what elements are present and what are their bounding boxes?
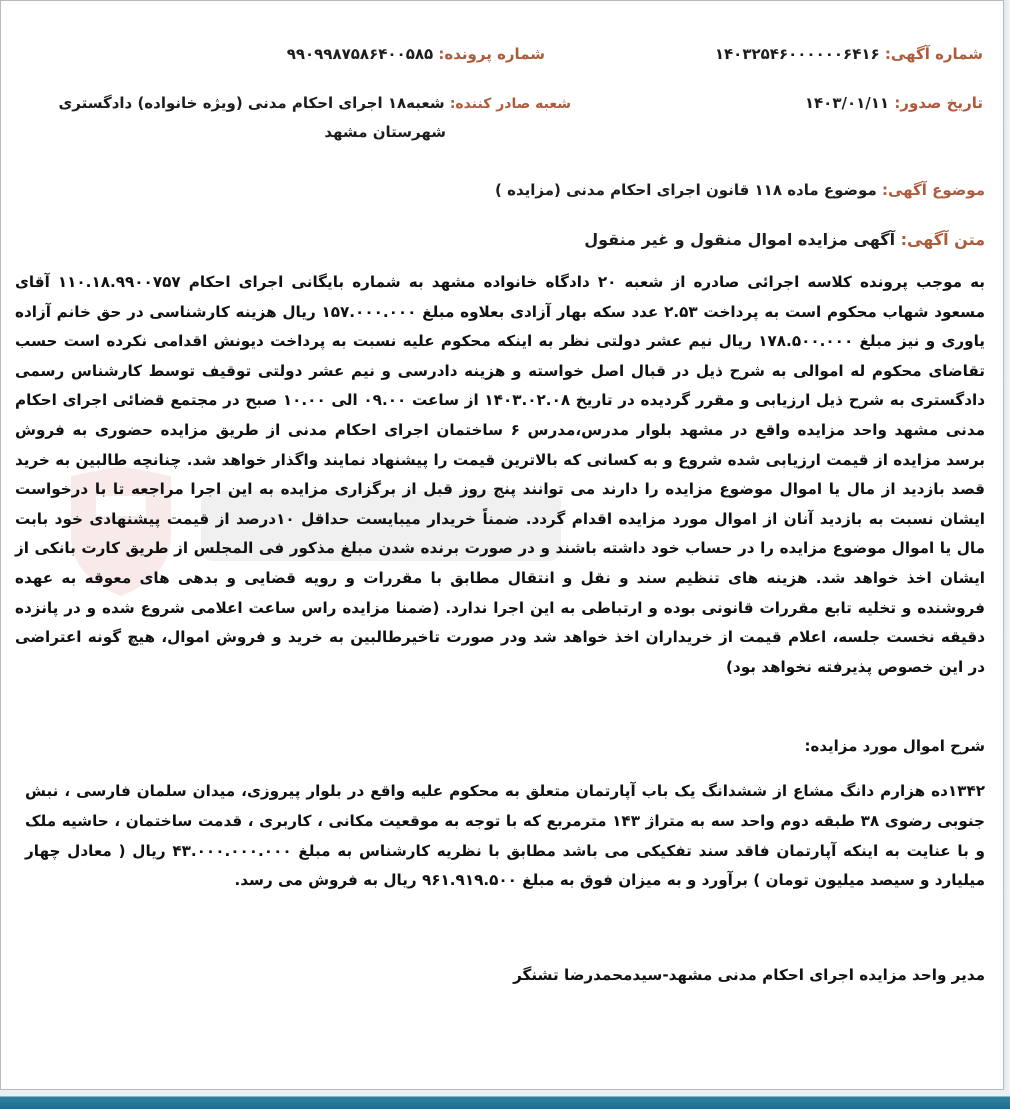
issuer-label: شعبه صادر کننده: xyxy=(449,96,571,112)
ad-number-label: شماره آگهی: xyxy=(884,45,983,63)
issuer-line2: شهرستان مشهد xyxy=(324,123,446,141)
issue-date-value: ۱۴۰۳/۰۱/۱۱ xyxy=(804,94,890,112)
signature-line: مدیر واحد مزایده اجرای احکام مدنی مشهد-سیدمحمدرضا تشنگر xyxy=(513,966,985,984)
subject-value: موضوع ماده ۱۱۸ قانون اجرای احکام مدنی (مزایده ) xyxy=(495,181,877,199)
issue-date-label: تاریخ صدور: xyxy=(894,94,983,112)
case-number-field xyxy=(287,45,545,63)
bottom-bar xyxy=(0,1090,1010,1109)
issuer-line1: شعبه۱۸ اجرای احکام مدنی (ویژه خانواده) دادگستری xyxy=(58,94,445,112)
issuer-line2-wrap xyxy=(324,123,446,141)
case-number-value: ۹۹۰۹۹۸۷۵۸۶۴۰۰۵۸۵ xyxy=(286,45,434,63)
ad-number-value: ۱۴۰۳۲۵۴۶۰۰۰۰۰۰۶۴۱۶ xyxy=(714,45,880,63)
notice-text-label: متن آگهی: xyxy=(900,230,985,249)
property-description-paragraph: ۱۳۴۲ده هزارم دانگ مشاع از ششدانگ یک باب آپارتمان متعلق به محکوم علیه واقع در بلوار پیروزی، میدان سلمان فارسی ، نبش جنوبی رضوی ۳۸ طبقه دوم واحد سه به متراژ ۱۴۳ مترمربع که با توجه به موقعیت مکانی ، کاربری ، قدمت ساختمان ، حاشیه ملک و با عنایت به اینکه آپارتمان فاقد سند تفکیکی می باشد مطابق با نظریه کارشناس به مبلغ ۴۳.۰۰۰.۰۰۰.۰۰۰ ریال ( معادل چهار میلیارد و سیصد میلیون تومان ) برآورد و به میزان فوق به مبلغ ۹۶۱.۹۱۹.۵۰۰ ریال به فروش می رسد. xyxy=(25,782,985,890)
notice-body xyxy=(15,268,985,682)
notice-body-paragraph: به موجب پرونده کلاسه اجرائی صادره از شعبه ۲۰ دادگاه خانواده مشهد به شماره بایگانی اجرای احکام ۱۱۰.۱۸.۹۹۰۰۷۵۷ آقای مسعود شهاب محکوم است به پرداخت ۲.۵۳ عدد سکه بهار آزادی بعلاوه مبلغ ۱۵۷.۰۰۰.۰۰۰ ریال هزینه کارشناسی در حق خانم آزاده یاوری و نیز مبلغ ۱۷۸.۵۰۰.۰۰۰ ریال نیم عشر دولتی نظر به اینکه محکوم علیه نسبت به پرداخت دیونش اقدامی نکرده است حسب تقاضای محکوم له اموالی به شرح ذیل در قبال اصل خواسته و هزینه دادرسی و نیم عشر دولتی توقیف توسط کارشناس رسمی دادگستری به شرح ذیل ارزیابی و مقرر گردیده در تاریخ ۱۴۰۳.۰۲.۰۸ از ساعت ۰۹.۰۰ الی ۱۰.۰۰ صبح در مجتمع قضائی اجرای احکام مدنی مشهد واحد مزایده واقع در مشهد بلوار مدرس،مدرس ۶ ساختمان اجرای احکام مدنی از طریق مزایده حضوری به فروش برسد مزایده از قیمت ارزیابی شده شروع و به کسانی که بالاترین قیمت را پیشنهاد نمایند واگذار خواهد شد. چنانچه طالبین به خرید قصد بازدید از مال یا اموال موضوع مزایده را دارند می توانند پنج روز قبل از برگزاری مزایده به این اجرا مراجعه تا با درخواست ایشان نسبت به بازدید آنان از اموال مورد مزایده اقدام گردد. ضمناً خریدار میبایست حداقل ۱۰درصد از قیمت پیشنهادی خود بابت مال یا اموال موضوع مزایده را در حساب خود داشته باشند و در صورت برنده شدن مبلغ مذکور فی المجلس از طریق کارت بانکی از ایشان اخذ خواهد شد. هزینه های تنظیم سند و نقل و انتقال مطابق با مقررات و رویه قضایی و بدهی های معوقه به عهده فروشنده و تخلیه تابع مقررات قانونی بوده و ارتباطی به این اجرا ندارد. (ضمنا مزایده راس ساعت اعلامی شروع شده و در پانزده دقیقه نخست جلسه، اعلام قیمت از خریداران اخذ خواهد شد ودر صورت تاخیرطالبین به خرید و فروش اموال، هیچ گونه اعتراضی در این خصوص پذیرفته نخواهد بود) xyxy=(15,273,986,676)
issuer-field xyxy=(59,94,572,112)
notice-text-value: آگهی مزایده اموال منقول و غیر منقول xyxy=(584,230,896,249)
case-number-label: شماره پرونده: xyxy=(438,45,545,63)
property-description xyxy=(25,777,985,896)
issue-date-field xyxy=(805,94,983,112)
page-right-edge xyxy=(1004,0,1010,1109)
notice-text-field xyxy=(584,230,985,249)
property-heading: شرح اموال مورد مزایده: xyxy=(804,737,985,755)
ad-number-field xyxy=(715,45,983,63)
subject-field xyxy=(495,181,985,199)
subject-label: موضوع آگهی: xyxy=(881,181,985,199)
